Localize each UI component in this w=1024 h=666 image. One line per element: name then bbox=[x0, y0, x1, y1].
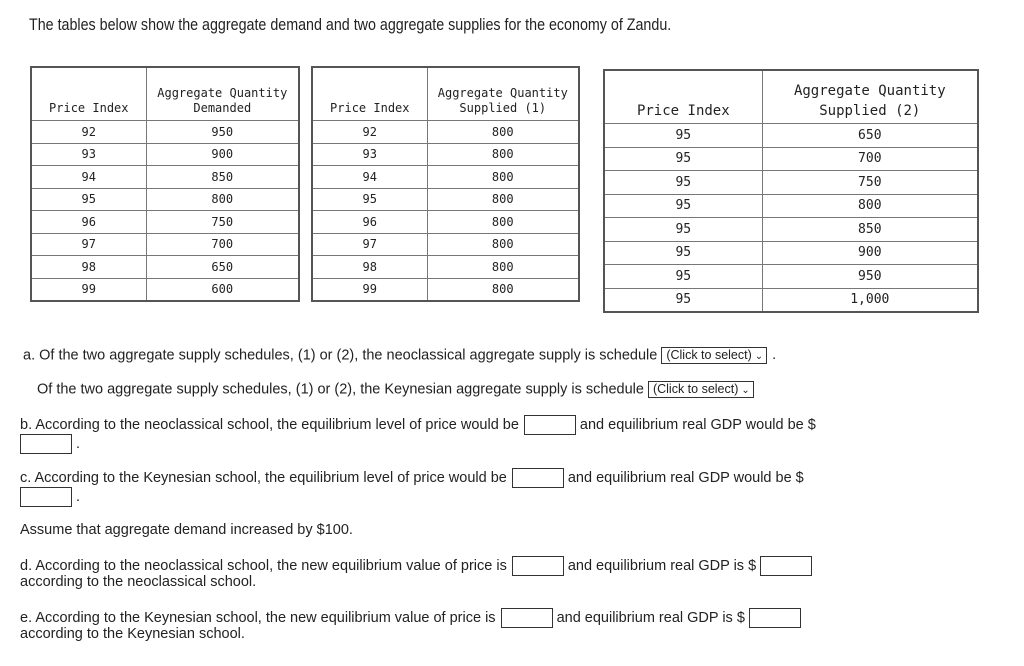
question-d-mid-text: and equilibrium real GDP is $ bbox=[567, 557, 757, 574]
price-index-header: Price Index bbox=[31, 67, 146, 121]
question-e-mid-text: and equilibrium real GDP is $ bbox=[556, 609, 745, 626]
price-cell: 98 bbox=[31, 256, 146, 279]
table-row bbox=[312, 233, 579, 256]
quantity-cell: 800 bbox=[427, 233, 579, 256]
table-row bbox=[604, 194, 978, 218]
table-row bbox=[604, 288, 978, 312]
question-d-text: d. According to the neoclassical school, the new equilibrium value of price is bbox=[20, 557, 507, 574]
keynesian-price-input[interactable] bbox=[512, 468, 564, 488]
chevron-down-icon: ⌄ bbox=[741, 385, 750, 396]
question-b-mid-text: and equilibrium real GDP would be $ bbox=[579, 416, 816, 433]
keynesian-schedule-select[interactable] bbox=[648, 381, 754, 398]
quantity-cell: 750 bbox=[146, 211, 299, 234]
table-aggregate-demand bbox=[30, 66, 300, 302]
table-row bbox=[312, 188, 579, 211]
quantity-cell: 1,000 bbox=[762, 288, 978, 312]
new-keynesian-gdp-input[interactable] bbox=[749, 608, 801, 628]
chevron-down-icon: ⌄ bbox=[754, 351, 764, 362]
table-row bbox=[31, 188, 299, 211]
table-row bbox=[604, 147, 978, 171]
neoclassical-gdp-input[interactable] bbox=[20, 434, 72, 454]
quantity-cell: 650 bbox=[762, 124, 978, 148]
period: . bbox=[772, 347, 777, 364]
table-row bbox=[604, 171, 978, 195]
price-cell: 98 bbox=[312, 256, 427, 279]
price-cell: 96 bbox=[31, 211, 146, 234]
quantity-cell: 800 bbox=[146, 188, 299, 211]
price-cell: 92 bbox=[31, 121, 146, 144]
table-aggregate-supply-2 bbox=[603, 69, 979, 313]
quantity-cell: 600 bbox=[146, 278, 299, 301]
question-e-text: e. According to the Keynesian school, the new equilibrium value of price is bbox=[20, 609, 496, 626]
quantity-cell: 950 bbox=[146, 121, 299, 144]
table-row bbox=[312, 143, 579, 166]
quantity-cell: 800 bbox=[427, 121, 579, 144]
price-cell: 93 bbox=[31, 143, 146, 166]
price-cell: 96 bbox=[312, 211, 427, 234]
table-header-row bbox=[312, 67, 579, 121]
question-b bbox=[20, 415, 816, 435]
table-header-row bbox=[31, 67, 299, 121]
price-cell: 94 bbox=[312, 166, 427, 189]
question-d-line2: according to the neoclassical school. bbox=[20, 574, 257, 590]
quantity-cell: 800 bbox=[427, 188, 579, 211]
keynesian-gdp-input[interactable] bbox=[20, 487, 72, 507]
price-cell: 93 bbox=[312, 143, 427, 166]
intro-text: The tables below show the aggregate demand and two aggregate supplies for the economy of Zandu. bbox=[29, 15, 672, 34]
question-a-neoclassical bbox=[23, 347, 776, 364]
quantity-cell: 750 bbox=[762, 171, 978, 195]
price-index-header: Price Index bbox=[312, 67, 427, 121]
price-cell: 97 bbox=[31, 233, 146, 256]
quantity-demanded-header: Aggregate Quantity Demanded bbox=[146, 67, 299, 121]
question-b-line2 bbox=[20, 434, 80, 454]
quantity-cell: 700 bbox=[146, 233, 299, 256]
table-row bbox=[604, 124, 978, 148]
table-row bbox=[312, 166, 579, 189]
question-c bbox=[20, 468, 804, 488]
question-b-text: b. According to the neoclassical school, the equilibrium level of price would be bbox=[20, 416, 519, 433]
table-row bbox=[604, 265, 978, 289]
table-row bbox=[31, 121, 299, 144]
table-row bbox=[31, 211, 299, 234]
assume-text: Assume that aggregate demand increased by $100. bbox=[20, 522, 353, 538]
price-cell: 94 bbox=[31, 166, 146, 189]
price-cell: 99 bbox=[31, 278, 146, 301]
price-cell: 95 bbox=[31, 188, 146, 211]
question-c-line2 bbox=[20, 487, 80, 507]
price-cell: 99 bbox=[312, 278, 427, 301]
table-row bbox=[31, 166, 299, 189]
price-cell: 95 bbox=[604, 171, 762, 195]
price-cell: 95 bbox=[312, 188, 427, 211]
table-header-row bbox=[604, 70, 978, 124]
quantity-cell: 800 bbox=[427, 211, 579, 234]
new-neoclassical-price-input[interactable] bbox=[512, 556, 564, 576]
table-row bbox=[312, 121, 579, 144]
table-row bbox=[312, 211, 579, 234]
quantity-supplied-2-header: Aggregate Quantity Supplied (2) bbox=[762, 70, 978, 124]
question-e bbox=[20, 608, 805, 628]
question-e-line2: according to the Keynesian school. bbox=[20, 626, 245, 642]
question-c-mid-text: and equilibrium real GDP would be $ bbox=[567, 469, 804, 486]
neoclassical-price-input[interactable] bbox=[524, 415, 576, 435]
question-c-text: c. According to the Keynesian school, the equilibrium level of price would be bbox=[20, 469, 507, 486]
table-row bbox=[312, 278, 579, 301]
quantity-supplied-1-header: Aggregate Quantity Supplied (1) bbox=[427, 67, 579, 121]
new-neoclassical-gdp-input[interactable] bbox=[760, 556, 812, 576]
price-cell: 95 bbox=[604, 288, 762, 312]
price-cell: 95 bbox=[604, 147, 762, 171]
table-aggregate-supply-1 bbox=[311, 66, 580, 302]
quantity-cell: 800 bbox=[427, 143, 579, 166]
price-cell: 95 bbox=[604, 218, 762, 242]
question-a-text: a. Of the two aggregate supply schedules, (1) or (2), the neoclassical aggregate supply is schedule bbox=[23, 347, 658, 364]
price-cell: 92 bbox=[312, 121, 427, 144]
period: . bbox=[76, 435, 81, 452]
period: . bbox=[76, 488, 81, 505]
question-a2-text: Of the two aggregate supply schedules, (1) or (2), the Keynesian aggregate supply is schedule bbox=[37, 381, 644, 398]
price-cell: 95 bbox=[604, 265, 762, 289]
quantity-cell: 900 bbox=[146, 143, 299, 166]
question-a-keynesian bbox=[37, 381, 754, 398]
price-cell: 95 bbox=[604, 194, 762, 218]
quantity-cell: 800 bbox=[427, 166, 579, 189]
table-row bbox=[604, 218, 978, 242]
quantity-cell: 950 bbox=[762, 265, 978, 289]
quantity-cell: 850 bbox=[146, 166, 299, 189]
quantity-cell: 850 bbox=[762, 218, 978, 242]
neoclassical-schedule-select[interactable] bbox=[661, 347, 767, 364]
table-row bbox=[604, 241, 978, 265]
table-row bbox=[31, 278, 299, 301]
table-row bbox=[31, 233, 299, 256]
quantity-cell: 800 bbox=[427, 256, 579, 279]
select-label: (Click to select) bbox=[652, 382, 739, 396]
price-index-header: Price Index bbox=[604, 70, 762, 124]
price-cell: 95 bbox=[604, 124, 762, 148]
quantity-cell: 650 bbox=[146, 256, 299, 279]
table-row bbox=[31, 143, 299, 166]
table-row bbox=[312, 256, 579, 279]
select-label: (Click to select) bbox=[666, 348, 752, 362]
quantity-cell: 800 bbox=[762, 194, 978, 218]
question-d bbox=[20, 556, 816, 576]
quantity-cell: 800 bbox=[427, 278, 579, 301]
table-row bbox=[31, 256, 299, 279]
quantity-cell: 700 bbox=[762, 147, 978, 171]
price-cell: 95 bbox=[604, 241, 762, 265]
quantity-cell: 900 bbox=[762, 241, 978, 265]
new-keynesian-price-input[interactable] bbox=[501, 608, 553, 628]
price-cell: 97 bbox=[312, 233, 427, 256]
